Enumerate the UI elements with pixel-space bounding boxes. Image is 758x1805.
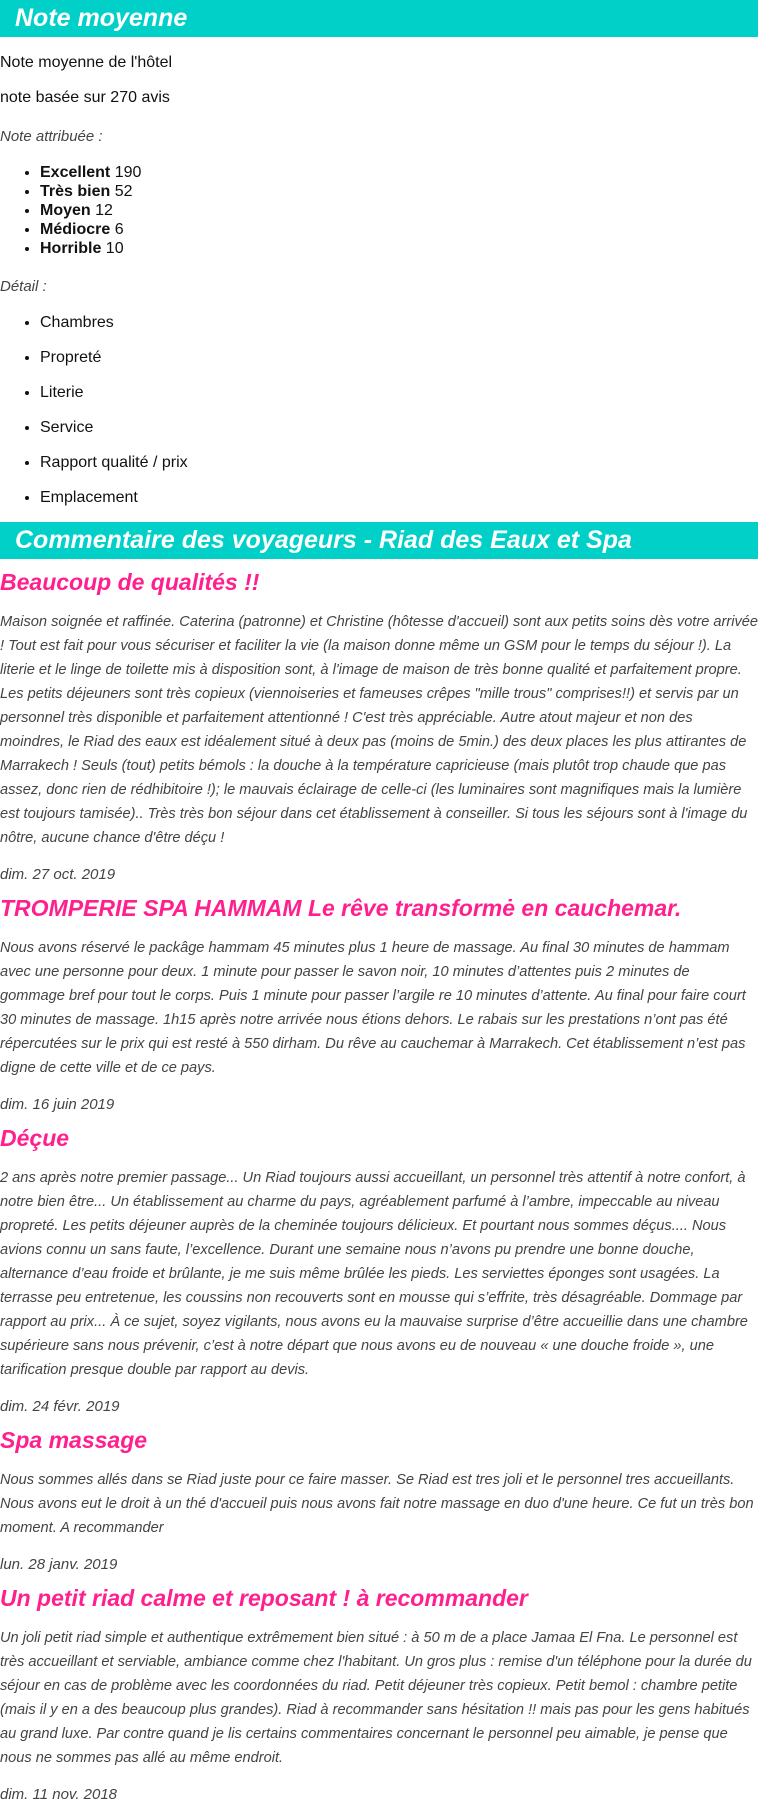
rating-count: 6	[114, 221, 124, 238]
hotel-rating-label: Note moyenne de l'hôtel	[0, 54, 173, 71]
ratings-list	[0, 147, 758, 258]
review-title: Déçue	[0, 1125, 70, 1151]
review-title: TROMPERIE SPA HAMMAM Le rêve transformė en cauchemar.	[0, 895, 682, 921]
reviews-header: Commentaire des voyageurs - Riad des Eaux et Spa	[0, 522, 758, 559]
review-date: dim. 24 févr. 2019	[0, 1398, 120, 1415]
review-date: dim. 16 juin 2019	[0, 1096, 115, 1113]
average-rating-section	[0, 0, 758, 507]
rating-item-terrible	[40, 239, 758, 258]
average-rating-header: Note moyenne	[0, 0, 758, 37]
ratings-label: Note attribuée :	[0, 128, 103, 145]
rating-item-average	[40, 201, 758, 220]
review-item	[0, 559, 758, 885]
detail-item-bedding: • Literie	[40, 383, 758, 402]
review-body: Un joli petit riad simple et authentique extrêmement bien situé : à 50 m de a place Jamaa El Fna. Le personnel est très accueillant et serviable, ambiance comme chez l'habitant. Un gros plus : remise d'un téléphone pour la durée du séjour en cas de problème avec les coordonnées du riad. Petit déjeuner très copieux. Petit bemol : chambre petite (mais il y en a des beaucoup plus grandes). Riad à recommander sans hésitation !! mais pas pour les gens habitués au grand luxe. Par contre quand je lis certains commentaires concernant le personnel peu aimable, je pense que nous ne sommes pas allé au même endroit.	[0, 1630, 752, 1766]
rating-count: 10	[105, 240, 124, 257]
rating-label: Médiocre	[40, 221, 111, 238]
rating-item-very-good	[40, 182, 758, 201]
rating-item-poor	[40, 220, 758, 239]
rating-summary	[0, 37, 758, 507]
rating-count: 12	[95, 202, 113, 219]
detail-item-service: • Service	[40, 418, 758, 437]
review-body: Nous avons réservé le packâge hammam 45 minutes plus 1 heure de massage. Au final 30 minutes de hammam avec une personne pour deux. 1 minute pour passer le savon noir, 10 minutes d’attentes puis 2 minutes de gommage bref pour tout le corps. Puis 1 minute pour passer l’argile re 10 minutes d’attente. Au final pour faire court 30 minutes de massage. 1h15 après notre arrivée nous étions dehors. Le rabais sur les prestations n’ont pas été répercutées sur le prix qui est resté à 550 dirham. Du rêve au cauchemar à Marrakech. Cet établissement n’est pas digne de cette ville et de ce pays.	[0, 940, 746, 1076]
reviews-section	[0, 522, 758, 1805]
review-item	[0, 1115, 758, 1417]
review-body: Nous sommes allés dans se Riad juste pour ce faire masser. Se Riad est tres joli et le personnel tres accueillants. Nous avons eut le droit à un thé d'accueil puis nous avons fait notre massage en duo d'une heure. Ce fut un très bon moment. A recommander	[0, 1472, 754, 1536]
detail-list	[0, 313, 758, 507]
review-title: Beaucoup de qualités !!	[0, 569, 260, 595]
detail-item-value: • Rapport qualité / prix	[40, 453, 758, 472]
detail-label: Détail :	[0, 278, 47, 295]
review-item	[0, 1575, 758, 1805]
rating-label: Excellent	[40, 164, 111, 181]
review-title: Un petit riad calme et reposant ! à recommander	[0, 1585, 528, 1611]
detail-item-location: • Emplacement	[40, 488, 758, 507]
detail-item-cleanliness: • Propreté	[40, 348, 758, 367]
review-date: dim. 27 oct. 2019	[0, 866, 116, 883]
review-date: dim. 11 nov. 2018	[0, 1786, 118, 1803]
review-item	[0, 885, 758, 1115]
rating-label: Moyen	[40, 202, 91, 219]
rating-item-excellent	[40, 163, 758, 182]
rating-label: Horrible	[40, 240, 102, 257]
review-title: Spa massage	[0, 1427, 148, 1453]
review-body: 2 ans après notre premier passage... Un Riad toujours aussi accueillant, un personnel très attentif à notre confort, à notre bien être... Un établissement au charme du pays, agréablement parfumé à l’ambre, impeccable au niveau propreté. Les petits déjeuner auprès de la cheminée toujours délicieux. Et pourtant nous sommes déçus.... Nous avions connu un sans faute, l’excellence. Durant une semaine nous n’avons pu prendre une bonne douche, alternance d’eau froide et brûlante, je me suis même brûlée les pieds. Les serviettes éponges sont usagées. La terrasse peu entretenue, les coussins non recouverts sont en mousse qui s’effrite, très désagréable. Dommage par rapport au prix... À ce sujet, soyez vigilants, nous avons eu la mauvaise surprise d’être accueillie dans une chambre supérieure sans nous prévenir, c’est à notre départ que nous avons eu de nouveau « une douche froide », une tarification presque double par rapport au devis.	[0, 1170, 748, 1378]
rating-count: 52	[114, 183, 133, 200]
review-count-text: note basée sur 270 avis	[0, 89, 170, 106]
review-item	[0, 1417, 758, 1575]
detail-item-rooms: • Chambres	[40, 313, 758, 332]
rating-label: Très bien	[40, 183, 111, 200]
rating-count: 190	[114, 164, 142, 181]
review-date: lun. 28 janv. 2019	[0, 1556, 118, 1573]
review-body: Maison soignée et raffinée. Caterina (patronne) et Christine (hôtesse d'accueil) sont aux petits soins dès votre arrivée ! Tout est fait pour vous sécuriser et faciliter la vie (la maison donne même un GSM pour le temps du séjour !). La literie et le linge de toilette mis à disposition sont, à l'image de maison de très bonne qualité et parfaitement propre. Les petits déjeuners sont très copieux (viennoiseries et fameuses crêpes "mille trous" comprises!!) et servis par un personnel très disponible et parfaitement attentionné ! C'est très appréciable. Autre atout majeur et non des moindres, le Riad des eaux est idéalement situé à deux pas (moins de 5min.) des deux places les plus attirantes de Marrakech ! Seuls (tout) petits bémols : la douche à la température capricieuse (mais plutôt trop chaude que pas assez, donc rien de rédhibitoire !); le mauvais éclairage de celle-ci (les luminaires sont magnifiques mais la lumière est toujours tamisée).. Très très bon séjour dans cet établissement à conseiller. Si tous les séjours sont à l'image du nôtre, aucune chance d'être déçu !	[0, 614, 758, 846]
